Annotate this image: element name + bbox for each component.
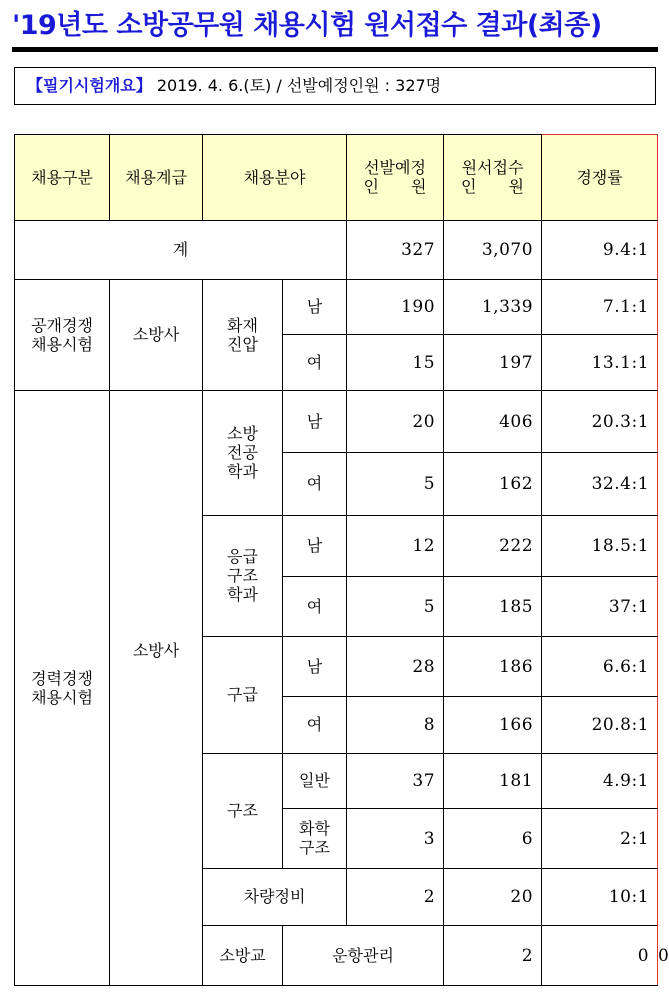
- exam-overview-box: [14, 67, 656, 105]
- total-label: 계: [15, 221, 347, 280]
- ratio-cell: 20.3:1: [542, 391, 658, 453]
- career-field: 차량정비: [203, 869, 347, 926]
- ratio-cell: 6.6:1: [542, 637, 658, 697]
- applicants-cell: 6: [444, 809, 542, 869]
- career-field-text: 소방 전공 학과: [227, 424, 258, 481]
- career-category: [15, 391, 110, 986]
- page-title: '19년도 소방공무원 채용시험 원서접수 결과(최종): [12, 10, 602, 41]
- applicants-cell: 181: [444, 754, 542, 809]
- total-applicants: 3,070: [444, 221, 542, 280]
- career-field: [203, 391, 283, 516]
- career-category-text: 경력경쟁 채용시험: [31, 668, 93, 707]
- header-rank: 채용계급: [110, 135, 203, 221]
- applicants-cell: 20: [444, 869, 542, 926]
- gender-cell: 남: [283, 637, 347, 697]
- planned-cell: 20: [347, 391, 444, 453]
- open-category: [15, 280, 110, 391]
- career-field-text: 구급: [227, 685, 258, 704]
- total-ratio: 9.4:1: [542, 221, 658, 280]
- planned-cell: 8: [347, 697, 444, 754]
- header-applicants-text: 원서접수 인 원: [461, 158, 524, 196]
- table-header-row: [15, 135, 658, 221]
- applicants-cell: 166: [444, 697, 542, 754]
- header-applicants: [444, 135, 542, 221]
- ratio-cell: 7.1:1: [542, 280, 658, 335]
- planned-cell: 5: [347, 577, 444, 637]
- gender-cell: 남: [283, 280, 347, 335]
- ratio-cell: 20.8:1: [542, 697, 658, 754]
- open-rank: 소방사: [110, 280, 203, 391]
- overview-label: 【필기시험개요】: [27, 76, 152, 95]
- planned-cell: 190: [347, 280, 444, 335]
- planned-cell: 5: [347, 453, 444, 516]
- career-field-text: 구조: [227, 801, 258, 820]
- applicants-cell: 0: [542, 926, 658, 986]
- header-category: 채용구분: [15, 135, 110, 221]
- gender-cell: 여: [283, 453, 347, 516]
- planned-cell: 12: [347, 516, 444, 577]
- gender-cell: 일반: [283, 754, 347, 809]
- career-field: [203, 754, 283, 869]
- applicants-cell: 222: [444, 516, 542, 577]
- gender-text: 화학 구조: [299, 819, 330, 857]
- open-category-text: 공개경쟁 채용시험: [31, 315, 93, 354]
- planned-cell: 37: [347, 754, 444, 809]
- gender-cell: 여: [283, 335, 347, 391]
- header-field: 채용분야: [203, 135, 347, 221]
- header-planned: [347, 135, 444, 221]
- planned-cell: 15: [347, 335, 444, 391]
- ratio-cell: 37:1: [542, 577, 658, 637]
- planned-cell: 2: [444, 926, 542, 986]
- header-ratio: 경쟁률: [542, 135, 658, 221]
- applicants-cell: 406: [444, 391, 542, 453]
- table-row: [15, 280, 658, 335]
- career-field: [203, 516, 283, 637]
- overview-text: 2019. 4. 6.(토) / 선발예정인원 : 327명: [151, 76, 442, 95]
- applicants-cell: 162: [444, 453, 542, 516]
- title-underline: [12, 47, 658, 52]
- career-field-text: 응급 구조 학과: [227, 547, 258, 604]
- table-row: 소방교 운항관리 2 0 0: [15, 926, 658, 986]
- planned-cell: 3: [347, 809, 444, 869]
- open-field-text: 화재 진압: [227, 315, 258, 354]
- total-planned: 327: [347, 221, 444, 280]
- planned-cell: 28: [347, 637, 444, 697]
- planned-cell: 2: [347, 869, 444, 926]
- ratio-cell: 13.1:1: [542, 335, 658, 391]
- applicants-cell: 186: [444, 637, 542, 697]
- gender-cell: 남: [283, 516, 347, 577]
- gender-cell: 여: [283, 697, 347, 754]
- gender-cell: 남: [283, 391, 347, 453]
- header-planned-text: 선발예정 인 원: [363, 158, 427, 196]
- ratio-cell: 32.4:1: [542, 453, 658, 516]
- ratio-cell: 4.9:1: [542, 754, 658, 809]
- ratio-cell: 10:1: [542, 869, 658, 926]
- total-row: [15, 221, 658, 280]
- career-field: 운항관리: [283, 926, 444, 986]
- gender-cell: 여: [283, 577, 347, 637]
- table-row: [15, 391, 658, 453]
- ratio-cell: 2:1: [542, 809, 658, 869]
- open-field: [203, 280, 283, 391]
- gender-cell: [283, 809, 347, 869]
- results-table: [14, 134, 669, 986]
- applicants-cell: 1,339: [444, 280, 542, 335]
- career-rank: 소방사: [110, 391, 203, 986]
- ratio-cell: 18.5:1: [542, 516, 658, 577]
- academy-rank: 소방교: [203, 926, 283, 986]
- career-field: [203, 637, 283, 754]
- applicants-cell: 197: [444, 335, 542, 391]
- applicants-cell: 185: [444, 577, 542, 637]
